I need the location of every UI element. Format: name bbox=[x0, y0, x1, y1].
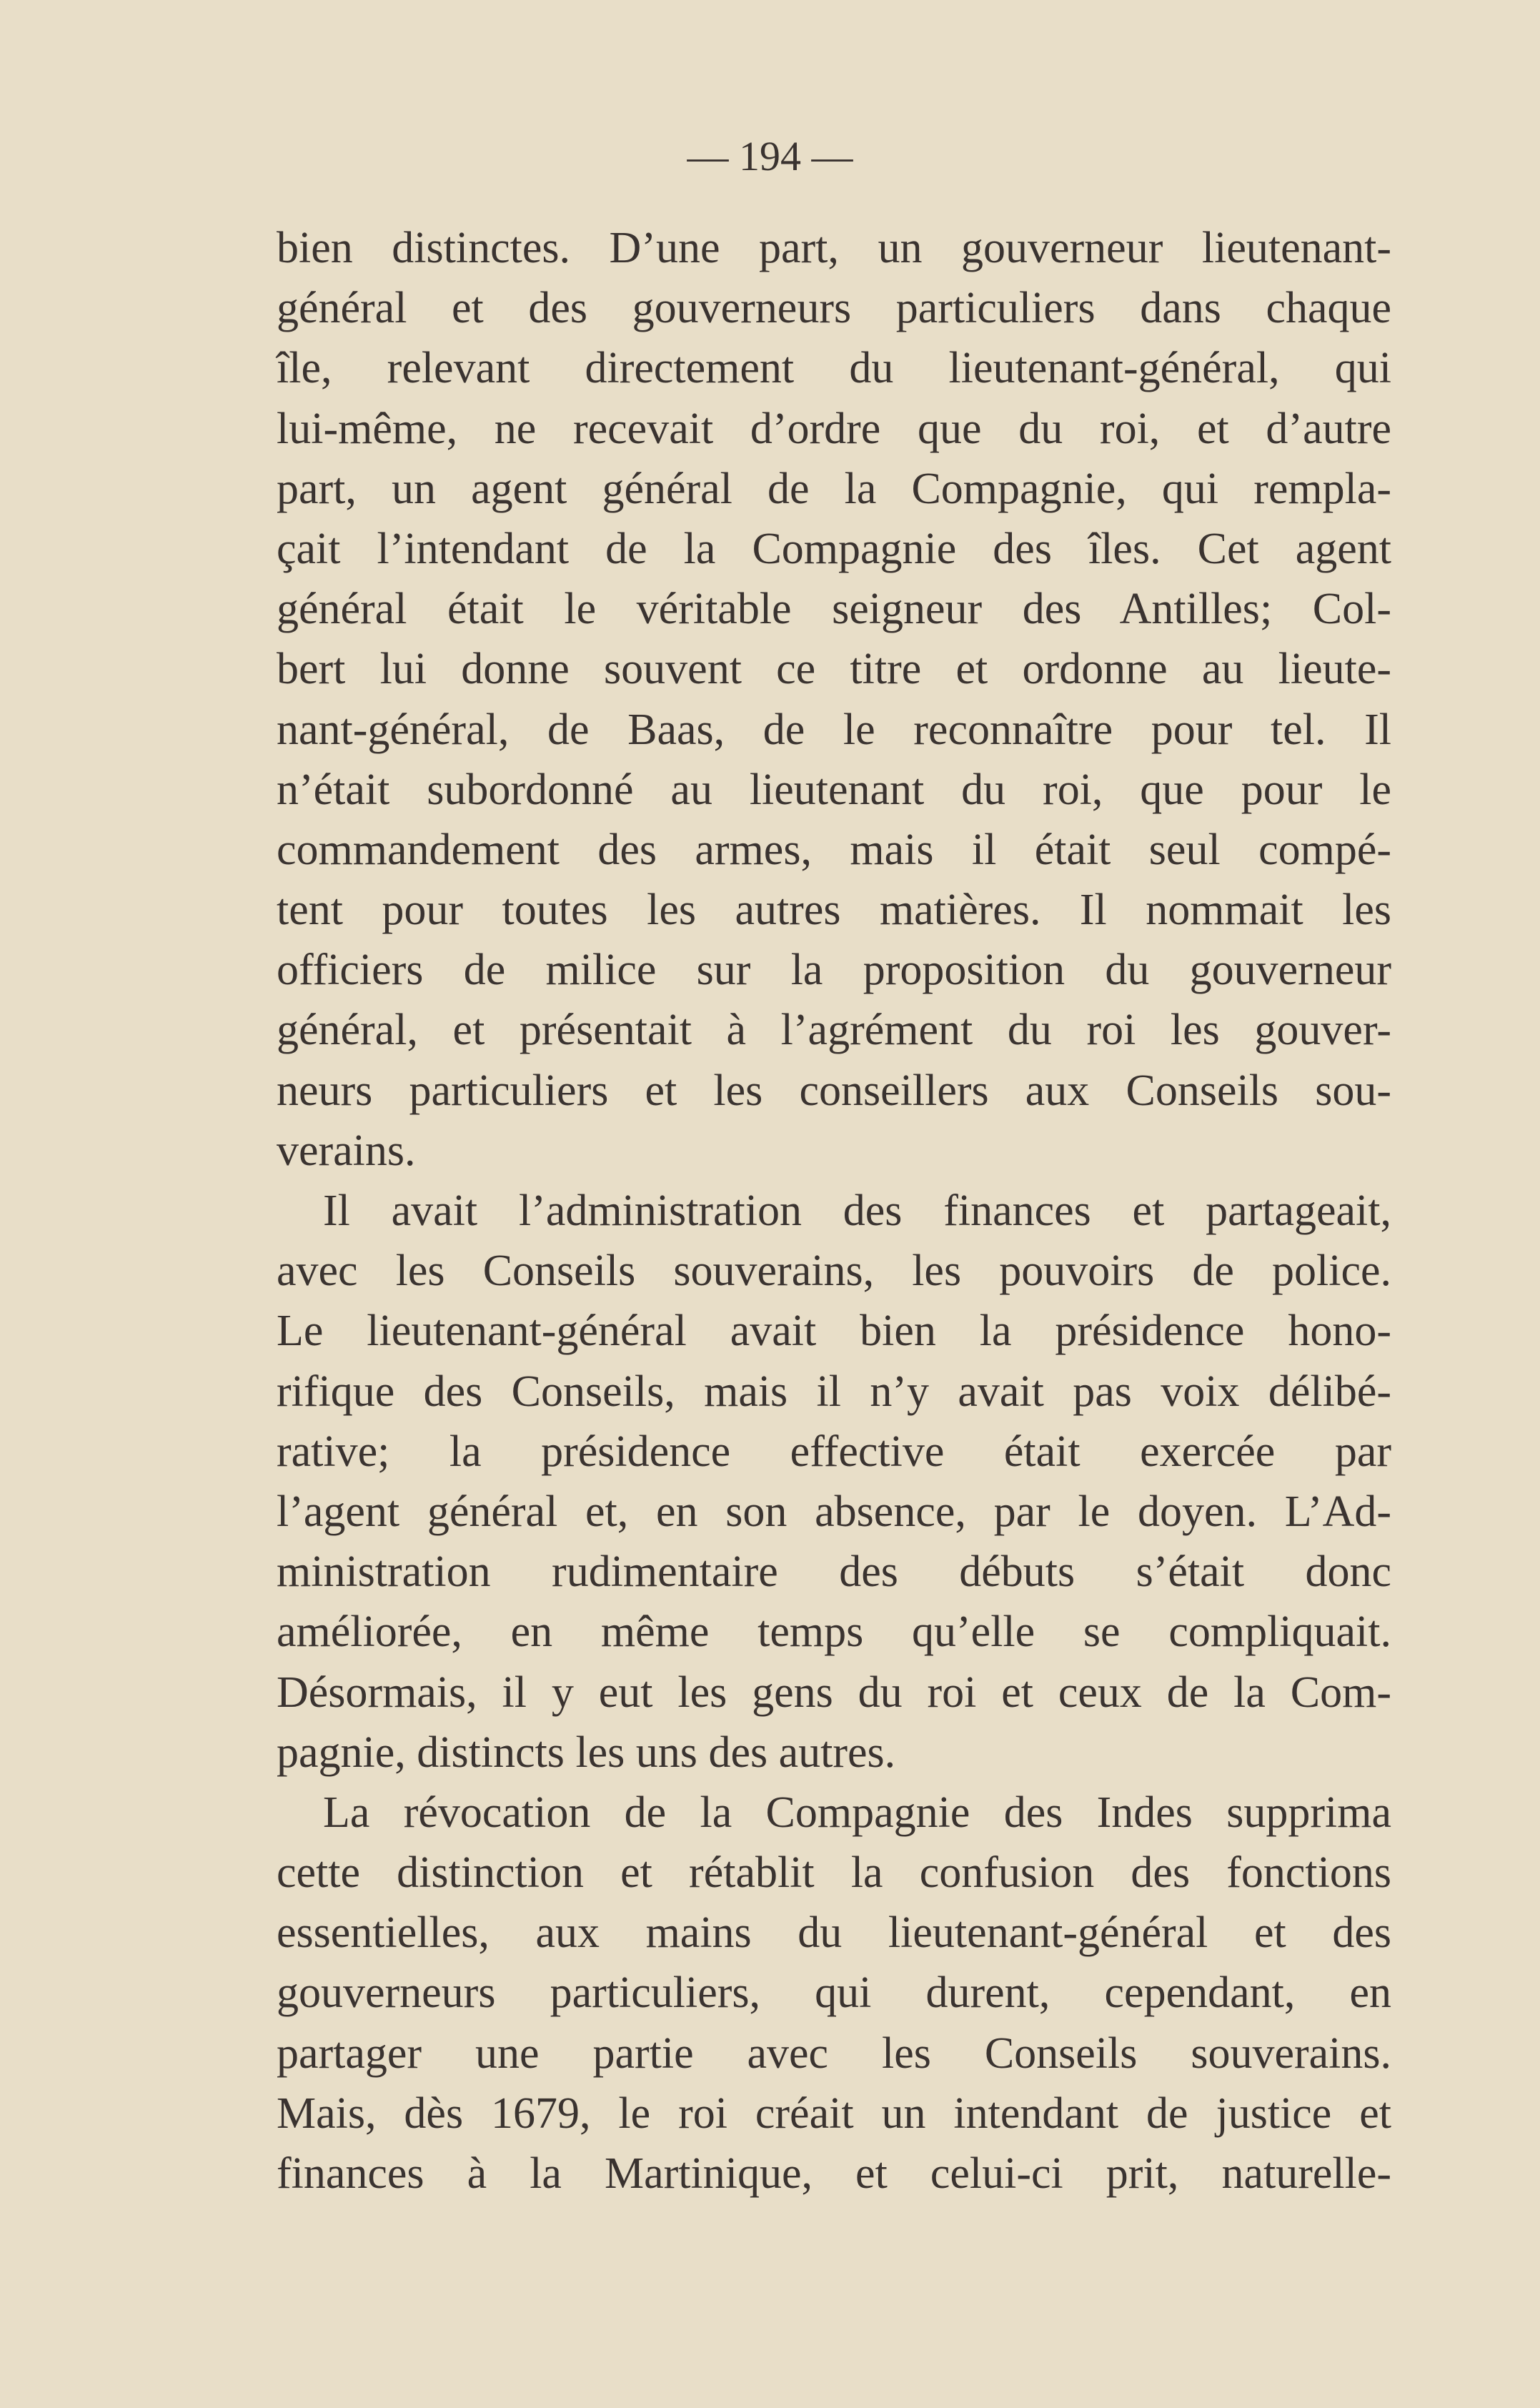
text-line: officiers de milice sur la proposition du gouverneur bbox=[277, 946, 1391, 995]
text-line: essentielles, aux mains du lieutenant-général et des bbox=[277, 1908, 1391, 1958]
text-line: n’était subordonné au lieutenant du roi, que pour le bbox=[277, 765, 1391, 814]
text-line: tent pour toutes les autres matières. Il nommait les bbox=[277, 886, 1391, 935]
text-line: çait l’intendant de la Compagnie des îles. Cet agent bbox=[277, 524, 1391, 573]
text-line: commandement des armes, mais il était seul compé- bbox=[277, 825, 1391, 874]
text-line: lui-même, ne recevait d’ordre que du roi, et d’autre bbox=[277, 404, 1391, 453]
text-line: gouverneurs particuliers, qui durent, cependant, en bbox=[277, 1968, 1391, 2018]
text-line: Mais, dès 1679, le roi créait un intendant de justice et bbox=[277, 2089, 1391, 2138]
text-line: part, un agent général de la Compagnie, qui rempla- bbox=[277, 464, 1391, 513]
text-line: l’agent général et, en son absence, par le doyen. L’Ad- bbox=[277, 1487, 1391, 1536]
text-line: ministration rudimentaire des débuts s’était donc bbox=[277, 1547, 1391, 1597]
text-line: finances à la Martinique, et celui-ci prit, naturelle- bbox=[277, 2149, 1391, 2198]
text-line: pagnie, distincts les uns des autres. bbox=[277, 1728, 896, 1777]
text-line: verains. bbox=[277, 1126, 416, 1175]
text-line: Il avait l’administration des finances et partageait, bbox=[323, 1186, 1391, 1235]
text-line: avec les Conseils souverains, les pouvoirs de police. bbox=[277, 1247, 1391, 1296]
text-line: améliorée, en même temps qu’elle se compliquait. bbox=[277, 1607, 1391, 1657]
text-line: bert lui donne souvent ce titre et ordonne au lieute- bbox=[277, 645, 1391, 694]
text-line: neurs particuliers et les conseillers aux Conseils sou- bbox=[277, 1066, 1391, 1115]
page-number: — 194 — bbox=[687, 133, 853, 179]
text-line: bien distinctes. D’une part, un gouverneur lieutenant- bbox=[277, 224, 1391, 272]
text-line: cette distinction et rétablit la confusion des fonctions bbox=[277, 1848, 1391, 1898]
body-text bbox=[277, 218, 1391, 2204]
text-line: rative; la présidence effective était exercée par bbox=[277, 1427, 1391, 1476]
text-line: général et des gouverneurs particuliers dans chaque bbox=[277, 284, 1391, 333]
text-line: île, relevant directement du lieutenant-général, qui bbox=[277, 344, 1391, 393]
text-line: Le lieutenant-général avait bien la présidence hono- bbox=[277, 1307, 1391, 1356]
text-line: Désormais, il y eut les gens du roi et ceux de la Com- bbox=[277, 1668, 1391, 1717]
text-line: rifique des Conseils, mais il n’y avait pas voix délibé- bbox=[277, 1367, 1391, 1416]
text-line: général était le véritable seigneur des Antilles; Col- bbox=[277, 585, 1391, 634]
text-line: La révocation de la Compagnie des Indes supprima bbox=[323, 1788, 1391, 1837]
text-line: nant-général, de Baas, de le reconnaître pour tel. Il bbox=[277, 705, 1391, 754]
text-line: général, et présentait à l’agrément du roi les gouver- bbox=[277, 1006, 1391, 1055]
text-line: partager une partie avec les Conseils souverains. bbox=[277, 2028, 1391, 2078]
